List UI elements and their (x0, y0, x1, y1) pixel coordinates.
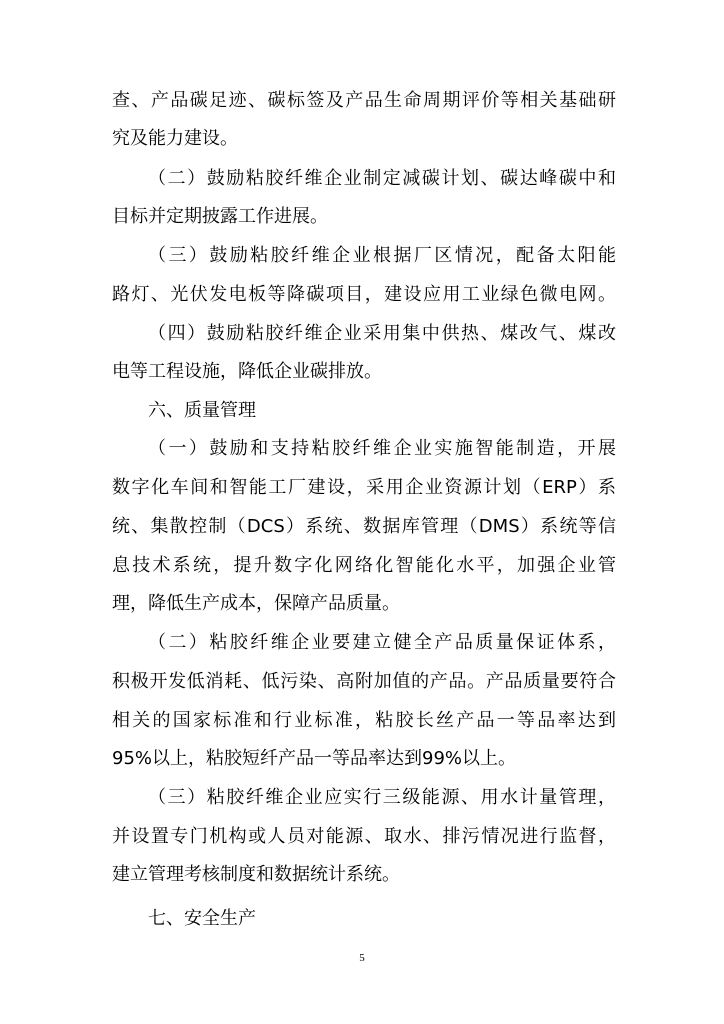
paragraph-line: （三）鼓励粘胶纤维企业根据厂区情况，配备太阳能 (148, 245, 616, 266)
paragraph-line: 建立管理考核制度和数据统计系统。 (112, 864, 400, 885)
paragraph-line: 究及能力建设。 (112, 128, 238, 149)
paragraph-line: （三）粘胶纤维企业应实行三级能源、用水计量管理， (148, 787, 616, 808)
paragraph-line: （一）鼓励和支持粘胶纤维企业实施智能制造，开展 (148, 438, 616, 459)
paragraph-line: 目标并定期披露工作进展。 (112, 206, 328, 227)
section-heading: 七、安全生产 (148, 908, 256, 929)
paragraph-line: 积极开发低消耗、低污染、高附加值的产品。产品质量要符合 (112, 671, 616, 692)
paragraph-line: （二）鼓励粘胶纤维企业制定减碳计划、碳达峰碳中和 (148, 168, 616, 189)
paragraph-line: 路灯、光伏发电板等降碳项目，建设应用工业绿色微电网。 (112, 284, 616, 305)
paragraph-line: 相关的国家标准和行业标准，粘胶长丝产品一等品率达到 (112, 710, 616, 731)
paragraph-line: 95%以上，粘胶短纤产品一等品率达到99%以上。 (112, 748, 517, 769)
paragraph-line: 查、产品碳足迹、碳标签及产品生命周期评价等相关基础研 (112, 90, 616, 111)
paragraph-line: （二）粘胶纤维企业要建立健全产品质量保证体系， (148, 632, 616, 653)
paragraph-line: 理，降低生产成本，保障产品质量。 (112, 593, 400, 614)
section-heading: 六、质量管理 (148, 400, 256, 421)
paragraph-line: （四）鼓励粘胶纤维企业采用集中供热、煤改气、煤改 (148, 323, 616, 344)
paragraph-line: 息技术系统，提升数字化网络化智能化水平，加强企业管 (112, 555, 616, 576)
paragraph-line: 数字化车间和智能工厂建设，采用企业资源计划（ERP）系 (112, 477, 616, 498)
page-number: 5 (359, 952, 365, 964)
paragraph-line: 电等工程设施，降低企业碳排放。 (112, 361, 382, 382)
paragraph-line: 并设置专门机构或人员对能源、取水、排污情况进行监督， (112, 826, 616, 847)
paragraph-line: 统、集散控制（DCS）系统、数据库管理（DMS）系统等信 (112, 516, 616, 537)
